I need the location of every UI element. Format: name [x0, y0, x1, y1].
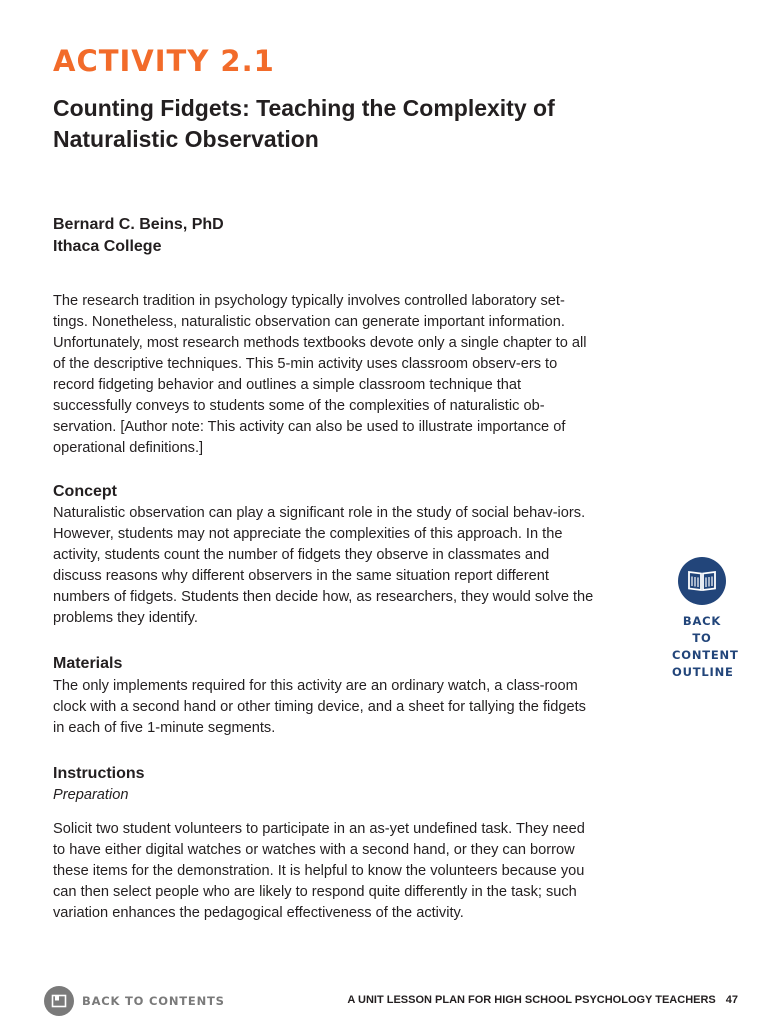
- back-to-content-outline-button[interactable]: [672, 557, 739, 681]
- materials-heading: Materials: [53, 655, 123, 672]
- side-label-line-2[interactable]: CONTENT: [672, 648, 739, 662]
- page-title: Counting Fidgets: Teaching the Complexity of Naturalistic Observation: [53, 95, 555, 152]
- back-to-content-outline-label[interactable]: [672, 613, 739, 681]
- page-number: 47: [725, 994, 738, 1006]
- side-label-line-3[interactable]: OUTLINE: [672, 665, 734, 679]
- concept-heading: Concept: [53, 483, 117, 500]
- publication-title: A UNIT LESSON PLAN FOR HIGH SCHOOL PSYCHOLOGY TEACHERS: [347, 994, 716, 1006]
- author-block: [53, 214, 224, 258]
- book-icon[interactable]: [44, 986, 74, 1016]
- author-name: Bernard C. Beins, PhD: [53, 216, 224, 233]
- back-to-contents-button[interactable]: [44, 986, 225, 1016]
- materials-paragraph: The only implements required for this activity are an ordinary watch, a class-room clock with a second hand or other timing device, and a sheet for tallying the fidgets in each of five 1-minute segments.: [53, 678, 586, 736]
- side-label-line-1[interactable]: BACK TO: [682, 614, 722, 645]
- back-to-contents-label[interactable]: BACK TO CONTENTS: [82, 994, 225, 1008]
- concept-paragraph: Naturalistic observation can play a significant role in the study of social behav-iors. However, students may not appreciate the complexities of this approach. In the activity, students count the number of fidgets they observe in classmates and discuss reasons why different observers in the same situation report different numbers of fidgets. Students then decide how, as researchers, they would solve the problems they identify.: [53, 505, 594, 626]
- author-affiliation: Ithaca College: [53, 238, 162, 255]
- intro-paragraph: The research tradition in psychology typically involves controlled laboratory set-tings. Nonetheless, naturalistic observation can generate important information. Unfortunately, most research methods textbooks devote only a single chapter to all of the descriptive techniques. This 5-min activity uses classroom observ-ers to record fidgeting behavior and outlines a simple classroom technique that successfully conveys to students some of the complexities of naturalistic ob-servation. [Author note: This activity can also be used to illustrate importance of operational definitions.]: [53, 293, 587, 456]
- preparation-paragraph: Solicit two student volunteers to participate in an as-yet undefined task. They need to have either digital watches or watches with a second hand, or they can borrow these items for the demonstration. It is helpful to know the volunteers because you can then select people who are likely to respond quite differently in the task; such variation enhances the pedagogical effectiveness of the activity.: [53, 821, 585, 921]
- page-footer: [337, 994, 738, 1006]
- book-icon[interactable]: [678, 557, 726, 605]
- preparation-subheading: Preparation: [53, 787, 129, 803]
- activity-label: ACTIVITY 2.1: [53, 44, 275, 78]
- instructions-heading: Instructions: [53, 765, 145, 782]
